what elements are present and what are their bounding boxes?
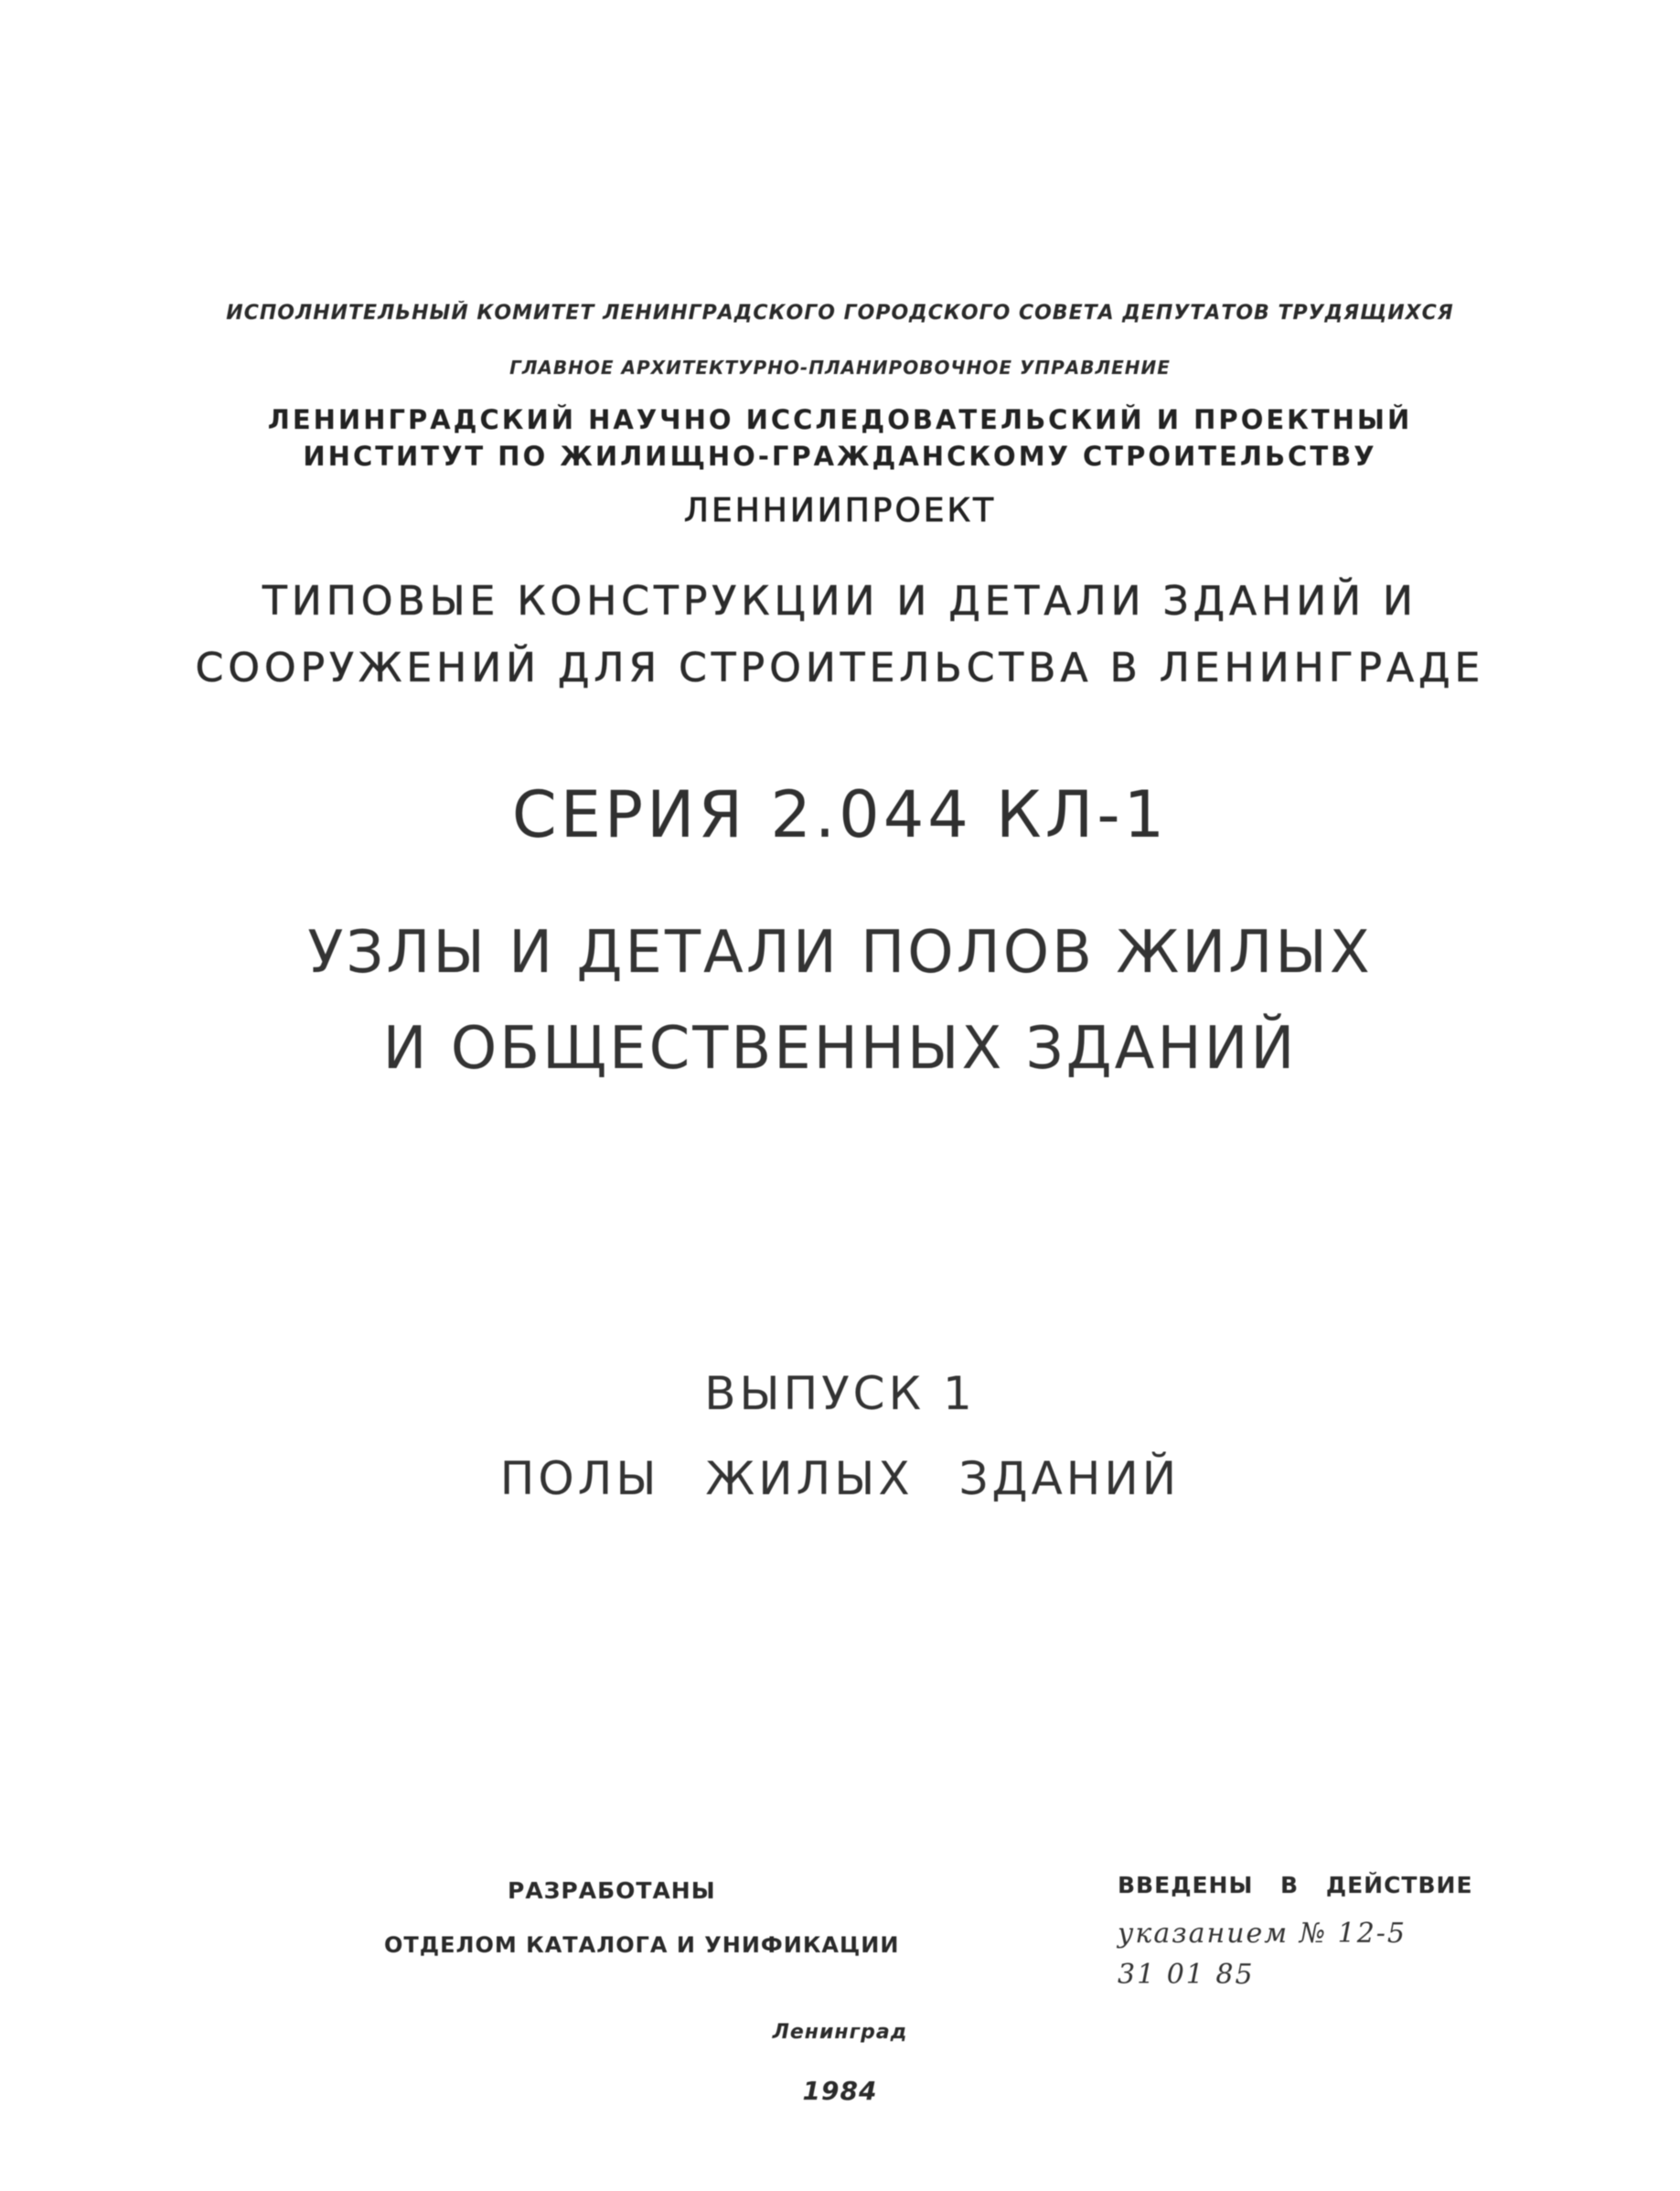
institute-short-name: ЛЕННИИПРОЕКТ xyxy=(683,492,997,529)
publication-city: Ленинград xyxy=(772,2021,908,2044)
institute-line-2: ИНСТИТУТ ПО ЖИЛИЩНО-ГРАЖДАНСКОМУ СТРОИТЕЛЬСТВУ xyxy=(303,441,1377,472)
issue-number: ВЫПУСК 1 xyxy=(704,1367,976,1420)
committee-line: ИСПОЛНИТЕЛЬНЫЙ КОМИТЕТ ЛЕНИНГРАДСКОГО ГОРОДСКОГО СОВЕТА ДЕПУТАТОВ ТРУДЯЩИХСЯ xyxy=(226,302,1454,325)
enacted-label: ВВЕДЕНЫ В ДЕЙСТВИЕ xyxy=(1118,1872,1473,1898)
enacted-date: 31 01 85 xyxy=(1118,1959,1255,1991)
enacted-order: указанием № 12-5 xyxy=(1118,1918,1407,1950)
collection-title-line-2: СООРУЖЕНИЙ ДЛЯ СТРОИТЕЛЬСТВА В ЛЕНИНГРАДЕ xyxy=(195,645,1485,691)
main-title-line-2: И ОБЩЕСТВЕННЫХ ЗДАНИЙ xyxy=(382,1015,1298,1083)
publication-year: 1984 xyxy=(802,2076,878,2106)
issue-name: ПОЛЫ ЖИЛЫХ ЗДАНИЙ xyxy=(499,1452,1181,1505)
series-title: СЕРИЯ 2.044 КЛ-1 xyxy=(511,777,1169,852)
collection-title-line-1: ТИПОВЫЕ КОНСТРУКЦИИ И ДЕТАЛИ ЗДАНИЙ И xyxy=(262,578,1418,625)
institute-line-1: ЛЕНИНГРАДСКИЙ НАУЧНО ИССЛЕДОВАТЕЛЬСКИЙ И ПРОЕКТНЫЙ xyxy=(267,404,1413,435)
developed-label: РАЗРАБОТАНЫ xyxy=(508,1877,716,1904)
directorate-line: ГЛАВНОЕ АРХИТЕКТУРНО-ПЛАНИРОВОЧНОЕ УПРАВЛЕНИЕ xyxy=(509,357,1171,379)
developed-by: ОТДЕЛОМ КАТАЛОГА И УНИФИКАЦИИ xyxy=(384,1932,900,1958)
main-title-line-1: УЗЛЫ И ДЕТАЛИ ПОЛОВ ЖИЛЫХ xyxy=(307,919,1373,987)
